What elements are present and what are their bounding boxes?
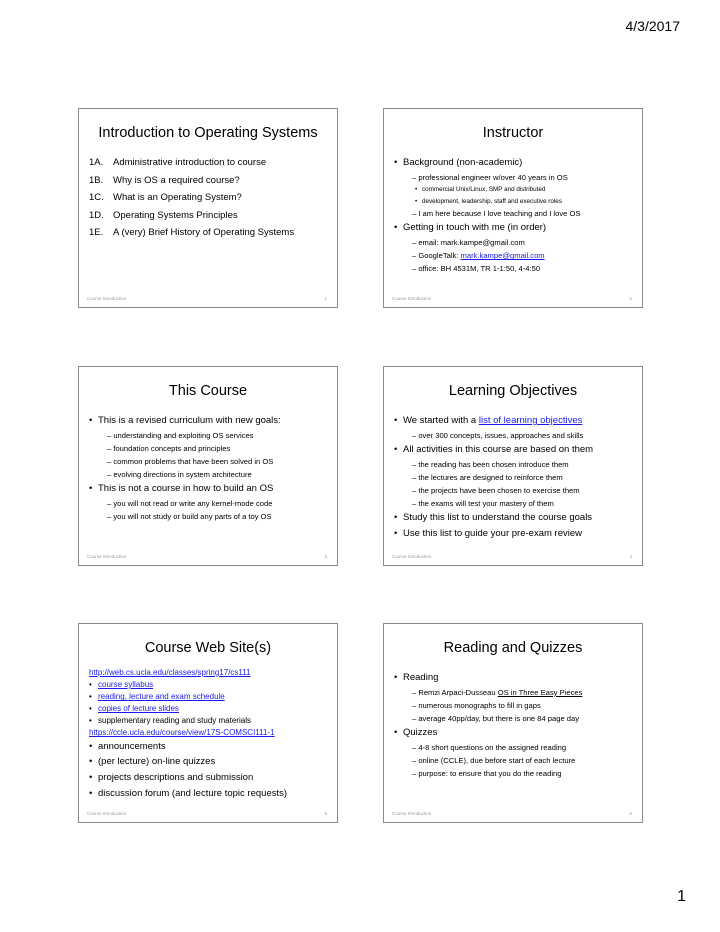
slide-footer-label: Course Introduction	[87, 554, 127, 559]
bullet-icon: •	[394, 415, 398, 426]
bullet-icon: •	[415, 186, 418, 193]
slide-footer-label: Course Introduction	[392, 811, 432, 816]
bullet-item: • Background (non-academic)	[394, 157, 523, 168]
bullet-icon: •	[394, 444, 398, 455]
googletalk-link[interactable]: mark.kampe@gmail.com	[460, 251, 545, 261]
bullet-icon: •	[89, 483, 93, 495]
sub-item: – you will not study or build any parts of a toy OS	[107, 512, 272, 522]
bullet-icon: •	[89, 788, 93, 800]
sub-item: – purpose: to ensure that you do the reading	[412, 769, 562, 779]
bullet-icon: •	[89, 740, 93, 752]
sub-item: – professional engineer w/over 40 years in OS	[412, 172, 568, 182]
sub-item: – evolving directions in system architecture	[107, 470, 252, 480]
bullet-item: • projects descriptions and submission	[89, 772, 254, 784]
slides-link[interactable]: copies of lecture slides	[98, 704, 179, 714]
sub-item: – common problems that have been solved in OS	[107, 457, 274, 467]
slide-title: This Course	[168, 383, 248, 399]
slide-title: Course Web Site(s)	[144, 640, 272, 656]
sub-item: – the exams will test your mastery of them	[412, 499, 554, 509]
bullet-item	[89, 680, 329, 690]
slide-introduction	[78, 108, 338, 308]
bullet-item: • Quizzes	[394, 727, 438, 739]
sub-item: – the projects have been chosen to exercise them	[412, 486, 580, 496]
page-number: 1	[677, 888, 686, 905]
slide-title: Learning Objectives	[448, 383, 578, 399]
bullet-icon: •	[394, 222, 398, 234]
slide-instructor	[383, 108, 643, 308]
list-item: 1B. Why is OS a required course?	[89, 174, 240, 186]
print-date: 4/3/2017	[625, 18, 680, 34]
bullet-item: • Study this list to understand the course goals	[394, 512, 593, 524]
sub-sub-item: • development, leadership, staff and executive roles	[415, 197, 562, 205]
syllabus-link[interactable]: course syllabus	[98, 680, 154, 690]
slide-footer-label: Course Introduction	[87, 296, 127, 301]
slide-reading-quizzes	[383, 623, 643, 823]
list-item: 1A. Administrative introduction to course	[89, 157, 267, 168]
slide-footer-label: Course Introduction	[392, 554, 432, 559]
bullet-icon: •	[415, 197, 418, 205]
sub-item: – the lectures are designed to reinforce them	[412, 473, 563, 482]
slide-title: Introduction to Operating Systems	[98, 125, 318, 141]
sub-item: – the reading has been chosen introduce them	[412, 459, 569, 469]
bullet-item: • Use this list to guide your pre-exam review	[394, 528, 582, 540]
bullet-icon: •	[394, 512, 398, 524]
bullet-item: • We started with a list of learning objectives	[394, 415, 583, 426]
bullet-item: • This is not a course in how to build an OS	[89, 483, 274, 495]
bullet-item	[89, 692, 329, 702]
bullet-item: • (per lecture) on-line quizzes	[89, 756, 216, 768]
slide-title: Instructor	[482, 125, 544, 141]
slide-number: 1	[324, 296, 327, 301]
sub-item: – Remzi Arpaci-Dusseau OS in Three Easy Pieces	[412, 687, 583, 697]
bullet-icon: •	[394, 528, 398, 540]
bullet-item: • Reading	[394, 672, 439, 683]
sub-item: – you will not read or write any kernel-mode code	[107, 499, 273, 509]
bullet-item: • supplementary reading and study materials	[89, 716, 251, 726]
sub-item: – average 40pp/day, but there is one 84 page day	[412, 714, 580, 724]
textbook-title: OS in Three Easy Pieces	[497, 687, 583, 697]
sub-item: – online (CCLE), due before start of each lecture	[412, 756, 576, 766]
bullet-item: • Getting in touch with me (in order)	[394, 222, 547, 234]
slide-number: 4	[629, 554, 632, 559]
list-item: 1C. What is an Operating System?	[89, 192, 242, 203]
bullet-icon: •	[89, 680, 92, 690]
schedule-link[interactable]: reading, lecture and exam schedule	[98, 692, 225, 702]
slide-footer-label: Course Introduction	[87, 811, 127, 816]
sub-item: – office: BH 4531M, TR 1-1:50, 4-4:50	[412, 264, 541, 274]
sub-sub-item: • commercial Unix/Linux, SMP and distributed	[415, 186, 546, 193]
slide-footer-label: Course Introduction	[392, 296, 432, 301]
sub-item: – GoogleTalk: mark.kampe@gmail.com	[412, 251, 545, 261]
slide-number: 5	[324, 811, 327, 816]
bullet-item: • This is a revised curriculum with new goals:	[89, 415, 281, 426]
slide-number: 2	[629, 296, 632, 301]
bullet-icon: •	[394, 672, 398, 683]
ccle-link[interactable]: https://ccle.ucla.edu/course/view/17S-COMSCI111-1	[89, 728, 275, 738]
bullet-icon: •	[89, 704, 92, 714]
bullet-icon: •	[89, 692, 92, 702]
list-item: 1D. Operating Systems Principles	[89, 209, 238, 221]
bullet-item: • All activities in this course are based on them	[394, 444, 594, 455]
sub-item: – I am here because I love teaching and I love OS	[412, 209, 581, 219]
sub-item: – understanding and exploiting OS services	[107, 430, 254, 440]
sub-item: – numerous monographs to fill in gaps	[412, 701, 541, 710]
slide-this-course	[78, 366, 338, 566]
bullet-icon: •	[394, 157, 398, 168]
bullet-item: • discussion forum (and lecture topic requests)	[89, 788, 288, 800]
slide-learning-objectives	[383, 366, 643, 566]
bullet-icon: •	[89, 756, 93, 768]
sub-item: – 4-8 short questions on the assigned reading	[412, 743, 567, 753]
slide-title: Reading and Quizzes	[443, 640, 583, 656]
bullet-icon: •	[89, 716, 92, 726]
sub-item: – foundation concepts and principles	[107, 444, 231, 453]
learning-objectives-link[interactable]: list of learning objectives	[478, 415, 583, 426]
bullet-item: • announcements	[89, 740, 166, 752]
bullet-item	[89, 704, 329, 714]
bullet-icon: •	[89, 415, 93, 426]
bullet-icon: •	[394, 727, 398, 739]
slide-number: 6	[629, 811, 632, 816]
bullet-icon: •	[89, 772, 93, 784]
slide-number: 3	[324, 554, 327, 559]
sub-item: – email: mark.kampe@gmail.com	[412, 238, 525, 248]
class-website-link[interactable]: http://web.cs.ucla.edu/classes/spring17/cs111	[89, 668, 251, 677]
slide-course-web-sites	[78, 623, 338, 823]
list-item: 1E. A (very) Brief History of Operating Systems	[89, 227, 295, 238]
sub-item: – over 300 concepts, issues, approaches and skills	[412, 430, 584, 440]
